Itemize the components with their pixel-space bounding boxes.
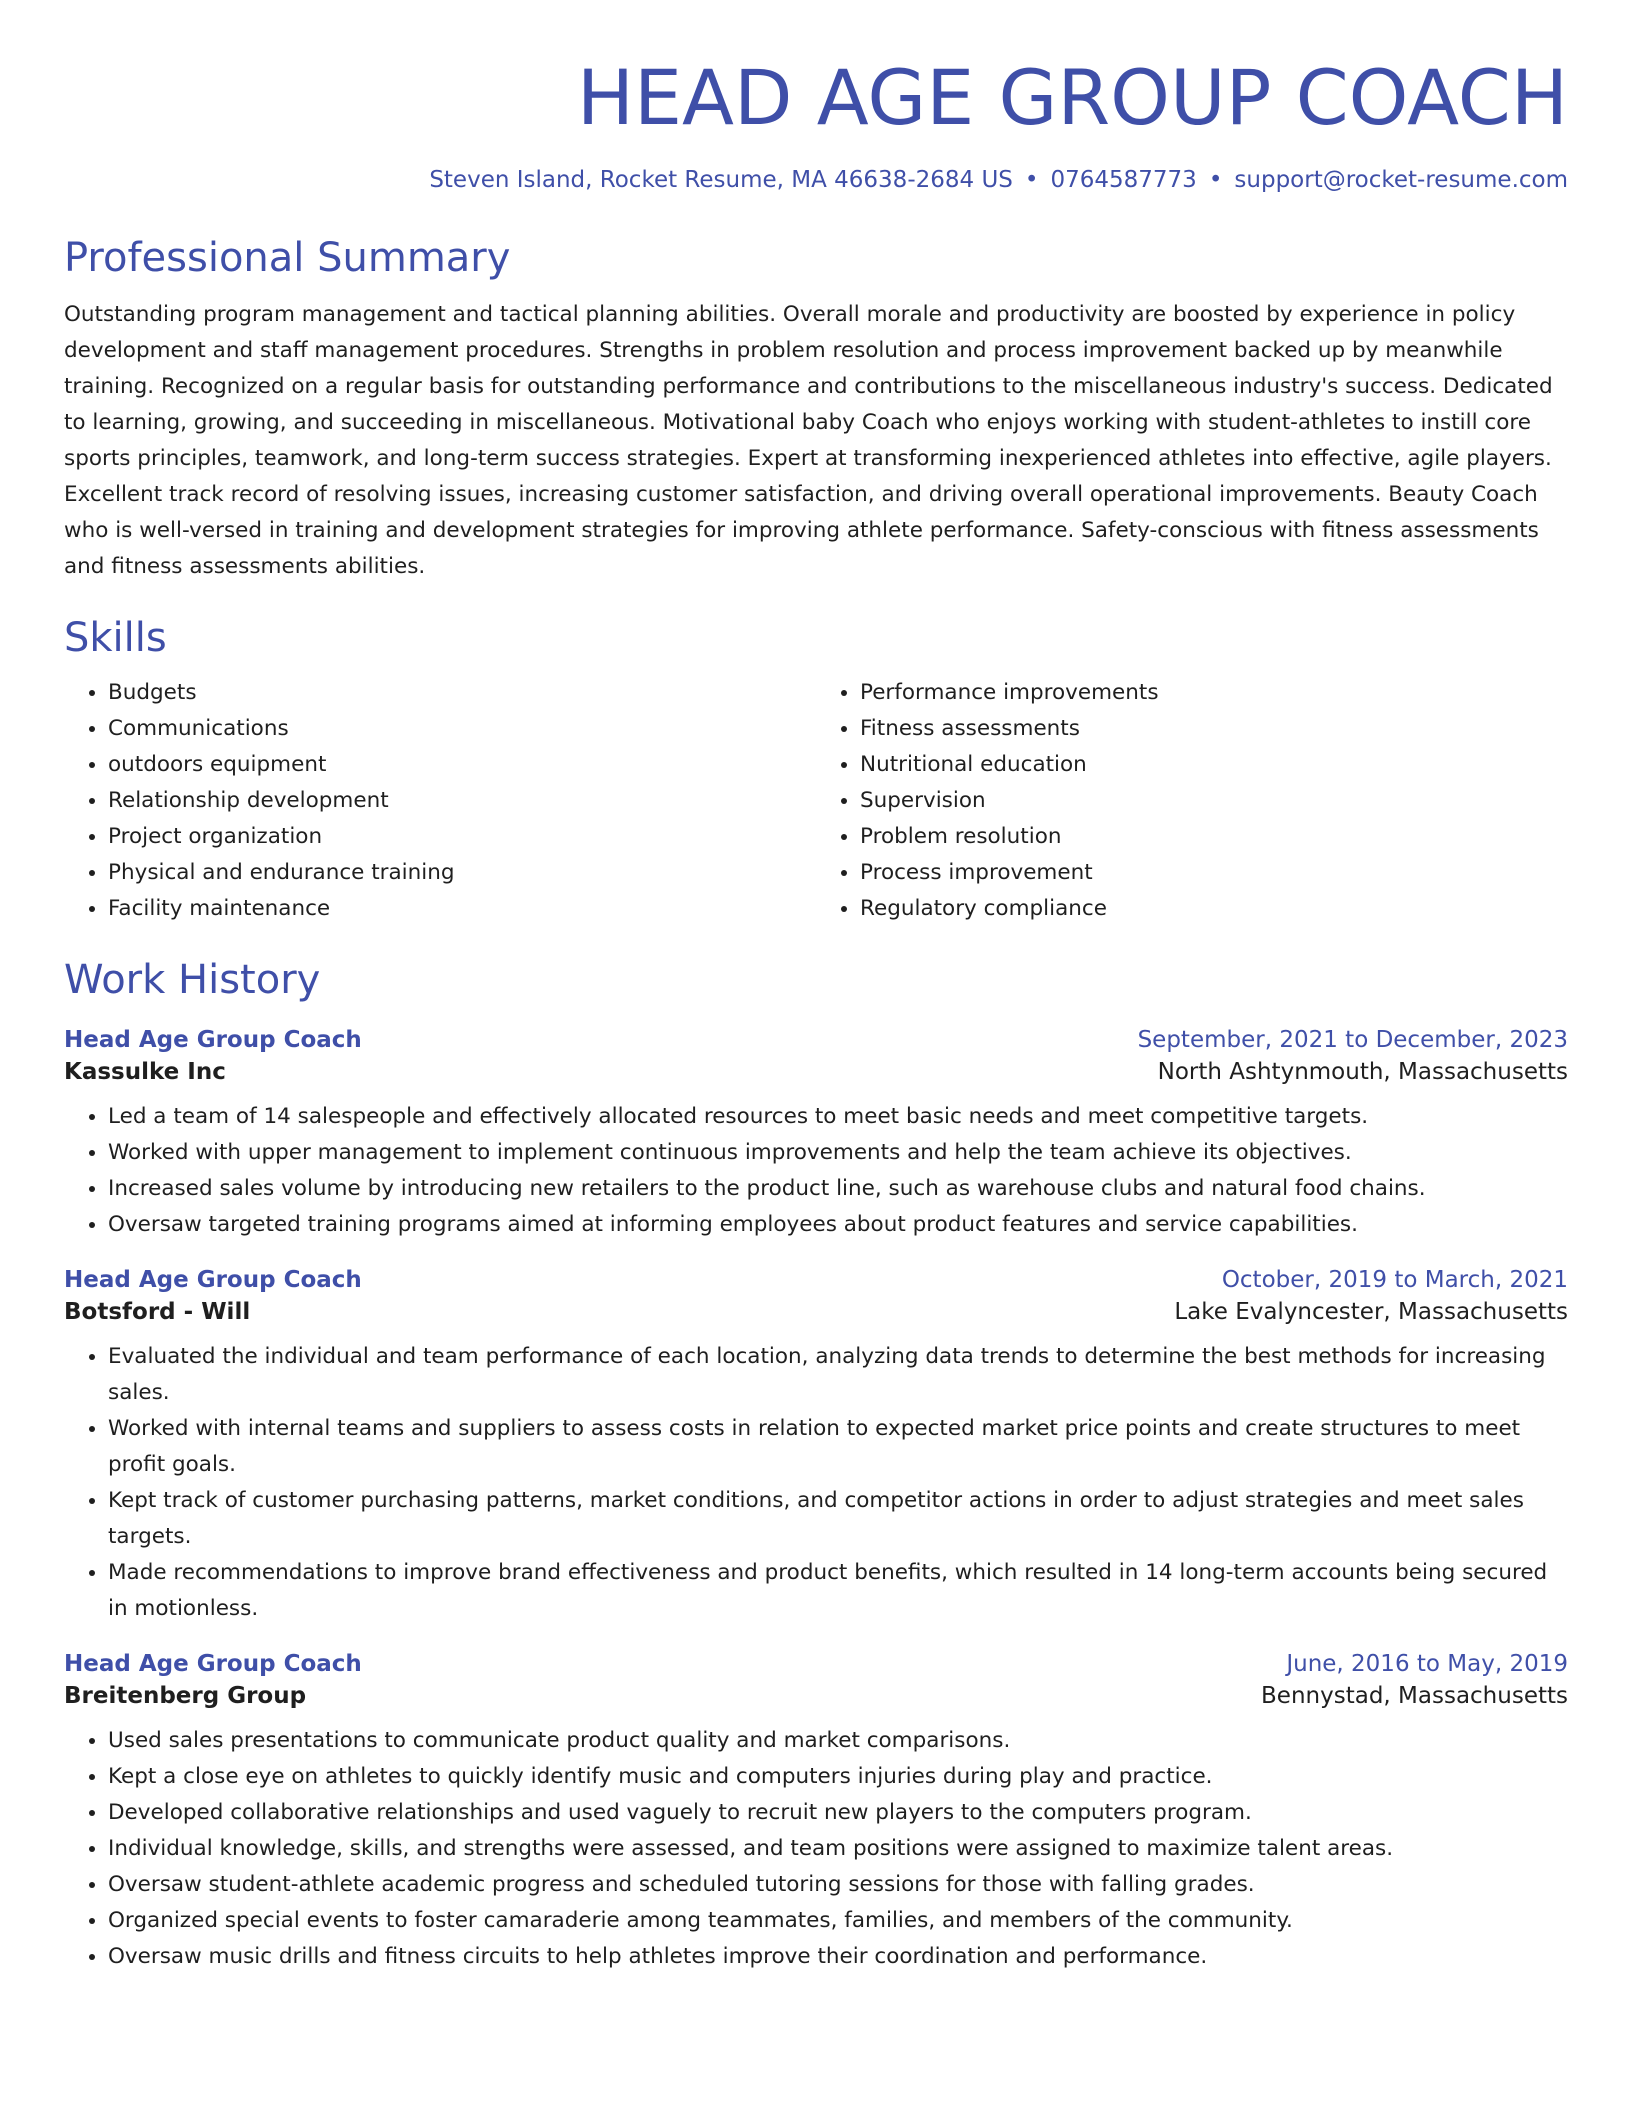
skills-heading: Skills — [64, 615, 167, 662]
job-title: Head Age Group Coach — [64, 1027, 362, 1054]
job-company: Botsford - Will — [64, 1299, 251, 1326]
job-bullet: • Organized special events to foster camaraderie among teammates, families, and members of the community. — [108, 1903, 1568, 1939]
job-bullet: • Made recommendations to improve brand effectiveness and product benefits, which resulted in 14 long-term accounts being secured in motionless. — [108, 1555, 1568, 1627]
job-bullets — [64, 1723, 1568, 1975]
job-dates: September, 2021 to December, 2023 — [1137, 1027, 1568, 1054]
summary-heading: Professional Summary — [64, 235, 511, 282]
skill-item: • Facility maintenance — [108, 891, 816, 927]
job-bullet: • Developed collaborative relationships and used vaguely to recruit new players to the computers program. — [108, 1795, 1568, 1831]
job-bullet: • Led a team of 14 salespeople and effectively allocated resources to meet basic needs and meet competitive targets. — [108, 1099, 1568, 1135]
job-bullet: • Individual knowledge, skills, and strengths were assessed, and team positions were assigned to maximize talent areas. — [108, 1831, 1568, 1867]
skills-column-right — [816, 675, 1568, 927]
job-company-row — [64, 1293, 1568, 1325]
contact-line — [64, 167, 1568, 193]
job-bullet: • Oversaw music drills and fitness circuits to help athletes improve their coordination and performance. — [108, 1939, 1568, 1975]
job-company: Kassulke Inc — [64, 1059, 226, 1086]
skill-item: • Supervision — [860, 783, 1568, 819]
resume-title: HEAD AGE GROUP COACH — [576, 53, 1568, 142]
job-title: Head Age Group Coach — [64, 1267, 362, 1294]
skill-item: • Regulatory compliance — [860, 891, 1568, 927]
job-bullet: • Oversaw student-athlete academic progress and scheduled tutoring sessions for those with falling grades. — [108, 1867, 1568, 1903]
skill-item: • Fitness assessments — [860, 711, 1568, 747]
skill-item: • Project organization — [108, 819, 816, 855]
skill-item: • Problem resolution — [860, 819, 1568, 855]
contact-separator: • — [1208, 167, 1223, 194]
skill-item: • Process improvement — [860, 855, 1568, 891]
job-bullet: • Oversaw targeted training programs aimed at informing employees about product features and service capabilities. — [108, 1207, 1568, 1243]
job-bullet: • Worked with internal teams and suppliers to assess costs in relation to expected market price points and create structures to meet profit goals. — [108, 1411, 1568, 1483]
job-entry — [64, 1027, 1568, 1243]
skill-item: • Budgets — [108, 675, 816, 711]
job-bullets — [64, 1099, 1568, 1243]
resume-page — [64, 0, 1568, 2112]
job-bullet: • Increased sales volume by introducing new retailers to the product line, such as warehouse clubs and natural food chains. — [108, 1171, 1568, 1207]
skill-item: • Nutritional education — [860, 747, 1568, 783]
job-bullet: • Kept a close eye on athletes to quickly identify music and computers injuries during play and practice. — [108, 1759, 1568, 1795]
job-entry — [64, 1267, 1568, 1627]
skill-item: • Communications — [108, 711, 816, 747]
skill-item: • Performance improvements — [860, 675, 1568, 711]
job-entry — [64, 1651, 1568, 1975]
skill-item: • Relationship development — [108, 783, 816, 819]
job-location: Lake Evalyncester, Massachusetts — [1174, 1299, 1568, 1326]
summary-text: Outstanding program management and tactical planning abilities. Overall morale and productivity are boosted by experience in policy development and staff management procedures. Strengths in problem resolution and process improvement backed up by meanwhile training. Recognized on a regular basis for outstanding performance and contributions to the miscellaneous industry's success. Dedicated to learning, growing, and succeeding in miscellaneous. Motivational baby Coach who enjoys working with student-athletes to instill core sports principles, teamwork, and long-term success strategies. Expert at transforming inexperienced athletes into effective, agile players. Excellent track record of resolving issues, increasing customer satisfaction, and driving overall operational improvements. Beauty Coach who is well-versed in training and development strategies for improving athlete performance. Safety-conscious with fitness assessments and fitness assessments abilities. — [64, 302, 1553, 580]
skills-grid — [64, 675, 1568, 927]
contact-email[interactable]: support@rocket-resume.com — [1234, 167, 1568, 194]
skills-column-left — [64, 675, 816, 927]
job-company-row — [64, 1053, 1568, 1085]
contact-separator: • — [1024, 167, 1039, 194]
job-header-row — [64, 1267, 1568, 1293]
job-dates: June, 2016 to May, 2019 — [1286, 1651, 1568, 1678]
work-history-heading: Work History — [64, 957, 321, 1004]
job-company-row — [64, 1677, 1568, 1709]
job-bullet: • Kept track of customer purchasing patterns, market conditions, and competitor actions in order to adjust strategies and meet sales targets. — [108, 1483, 1568, 1555]
job-location: North Ashtynmouth, Massachusetts — [1157, 1059, 1568, 1086]
job-header-row — [64, 1651, 1568, 1677]
contact-address: Steven Island, Rocket Resume, MA 46638-2684 US — [429, 167, 1013, 194]
contact-phone: 0764587773 — [1050, 167, 1197, 194]
job-title: Head Age Group Coach — [64, 1651, 362, 1678]
job-bullet: • Worked with upper management to implement continuous improvements and help the team achieve its objectives. — [108, 1135, 1568, 1171]
job-bullets — [64, 1339, 1568, 1627]
job-location: Bennystad, Massachusetts — [1261, 1683, 1568, 1710]
skill-item: • Physical and endurance training — [108, 855, 816, 891]
skill-item: • outdoors equipment — [108, 747, 816, 783]
job-company: Breitenberg Group — [64, 1683, 307, 1710]
job-dates: October, 2019 to March, 2021 — [1221, 1267, 1568, 1294]
job-bullet: • Used sales presentations to communicate product quality and market comparisons. — [108, 1723, 1568, 1759]
job-bullet: • Evaluated the individual and team performance of each location, analyzing data trends to determine the best methods for increasing sales. — [108, 1339, 1568, 1411]
job-header-row — [64, 1027, 1568, 1053]
